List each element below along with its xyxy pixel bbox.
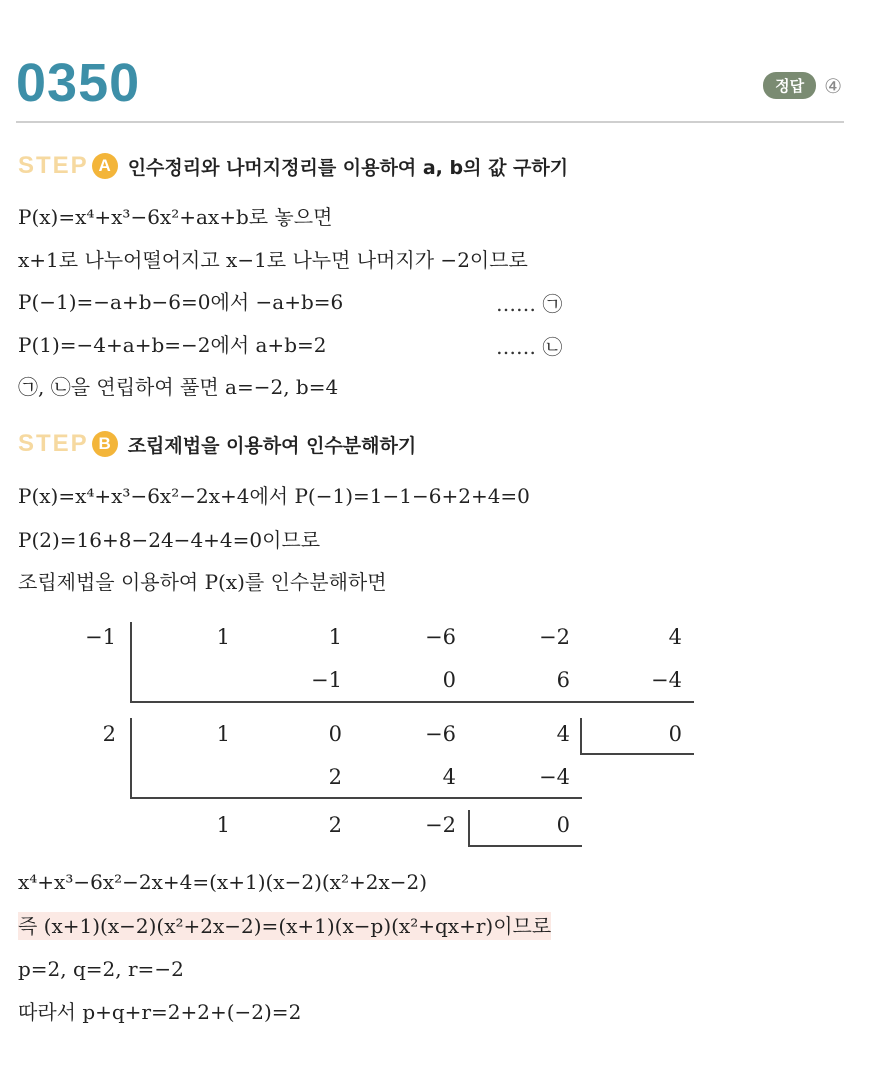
remainder-rule-2	[468, 845, 582, 847]
step-b-badge: STEP B	[18, 430, 118, 458]
equation-tag-1: …… ㉠	[496, 292, 563, 316]
division-rule-1	[130, 701, 694, 703]
step-b-line-3: 조립제법을 이용하여 P(x)를 인수분해하면	[18, 570, 387, 594]
problem-number: 0350	[16, 53, 141, 113]
conclusion-line-4: 따라서 p+q+r=2+2+(−2)=2	[18, 1000, 302, 1024]
row4-cell-3: −4	[539, 765, 570, 789]
row4-cell-1: 2	[328, 765, 342, 789]
row2-cell-2: 0	[442, 668, 456, 692]
division-bar-1	[130, 622, 132, 702]
step-b-line-1: P(x)=x⁴+x³−6x²−2x+4에서 P(−1)=1−1−6+2+4=0	[18, 484, 530, 508]
row5-cell-0: 1	[216, 813, 230, 837]
step-a-title: 인수정리와 나머지정리를 이용하여 a, b의 값 구하기	[127, 156, 569, 179]
row3-cell-1: 0	[328, 722, 342, 746]
row4-cell-2: 4	[442, 765, 456, 789]
answer-value: ④	[824, 73, 842, 98]
row5-cell-1: 2	[328, 813, 342, 837]
remainder-rule-1	[580, 753, 694, 755]
row1-cell-0: 1	[216, 625, 230, 649]
step-a-line-4: P(1)=−4+a+b=−2에서 a+b=2	[18, 333, 327, 357]
remainder-1: 0	[668, 722, 682, 746]
row1-cell-1: 1	[328, 625, 342, 649]
row3-cell-2: −6	[425, 722, 456, 746]
step-a-letter: A	[92, 153, 118, 179]
remainder-2: 0	[556, 813, 570, 837]
answer-label: 정답	[763, 72, 816, 99]
remainder-box-1	[580, 718, 582, 754]
division-bar-2	[130, 718, 132, 798]
step-a-line-1: P(x)=x⁴+x³−6x²+ax+b로 놓으면	[18, 205, 333, 229]
step-b-title: 조립제법을 이용하여 인수분해하기	[127, 434, 417, 457]
row5-cell-2: −2	[425, 813, 456, 837]
step-b-letter: B	[92, 431, 118, 457]
row2-cell-3: 6	[556, 668, 570, 692]
step-b-line-2: P(2)=16+8−24−4+4=0이므로	[18, 528, 321, 552]
step-a-badge: STEP A	[18, 152, 118, 180]
divisor-2: 2	[102, 722, 116, 746]
step-a-line-5: ㉠, ㉡을 연립하여 풀면 a=−2, b=4	[18, 375, 339, 399]
row3-cell-3: 4	[556, 722, 570, 746]
row2-cell-1: −1	[311, 668, 342, 692]
row3-cell-0: 1	[216, 722, 230, 746]
step-a-line-2: x+1로 나누어떨어지고 x−1로 나누면 나머지가 −2이므로	[18, 248, 528, 272]
remainder-box-2	[468, 810, 470, 846]
division-rule-2	[130, 797, 582, 799]
divisor-1: −1	[85, 625, 116, 649]
conclusion-line-2: 즉 (x+1)(x−2)(x²+2x−2)=(x+1)(x−p)(x²+qx+r)이므로	[18, 914, 552, 938]
conclusion-line-1: x⁴+x³−6x²−2x+4=(x+1)(x−2)(x²+2x−2)	[18, 870, 428, 894]
equation-tag-2: …… ㉡	[496, 335, 563, 359]
row2-cell-4: −4	[651, 668, 682, 692]
conclusion-line-3: p=2, q=2, r=−2	[18, 957, 184, 981]
row1-cell-4: 4	[668, 625, 682, 649]
row1-cell-2: −6	[425, 625, 456, 649]
step-a-line-3: P(−1)=−a+b−6=0에서 −a+b=6	[18, 290, 344, 314]
row1-cell-3: −2	[539, 625, 570, 649]
